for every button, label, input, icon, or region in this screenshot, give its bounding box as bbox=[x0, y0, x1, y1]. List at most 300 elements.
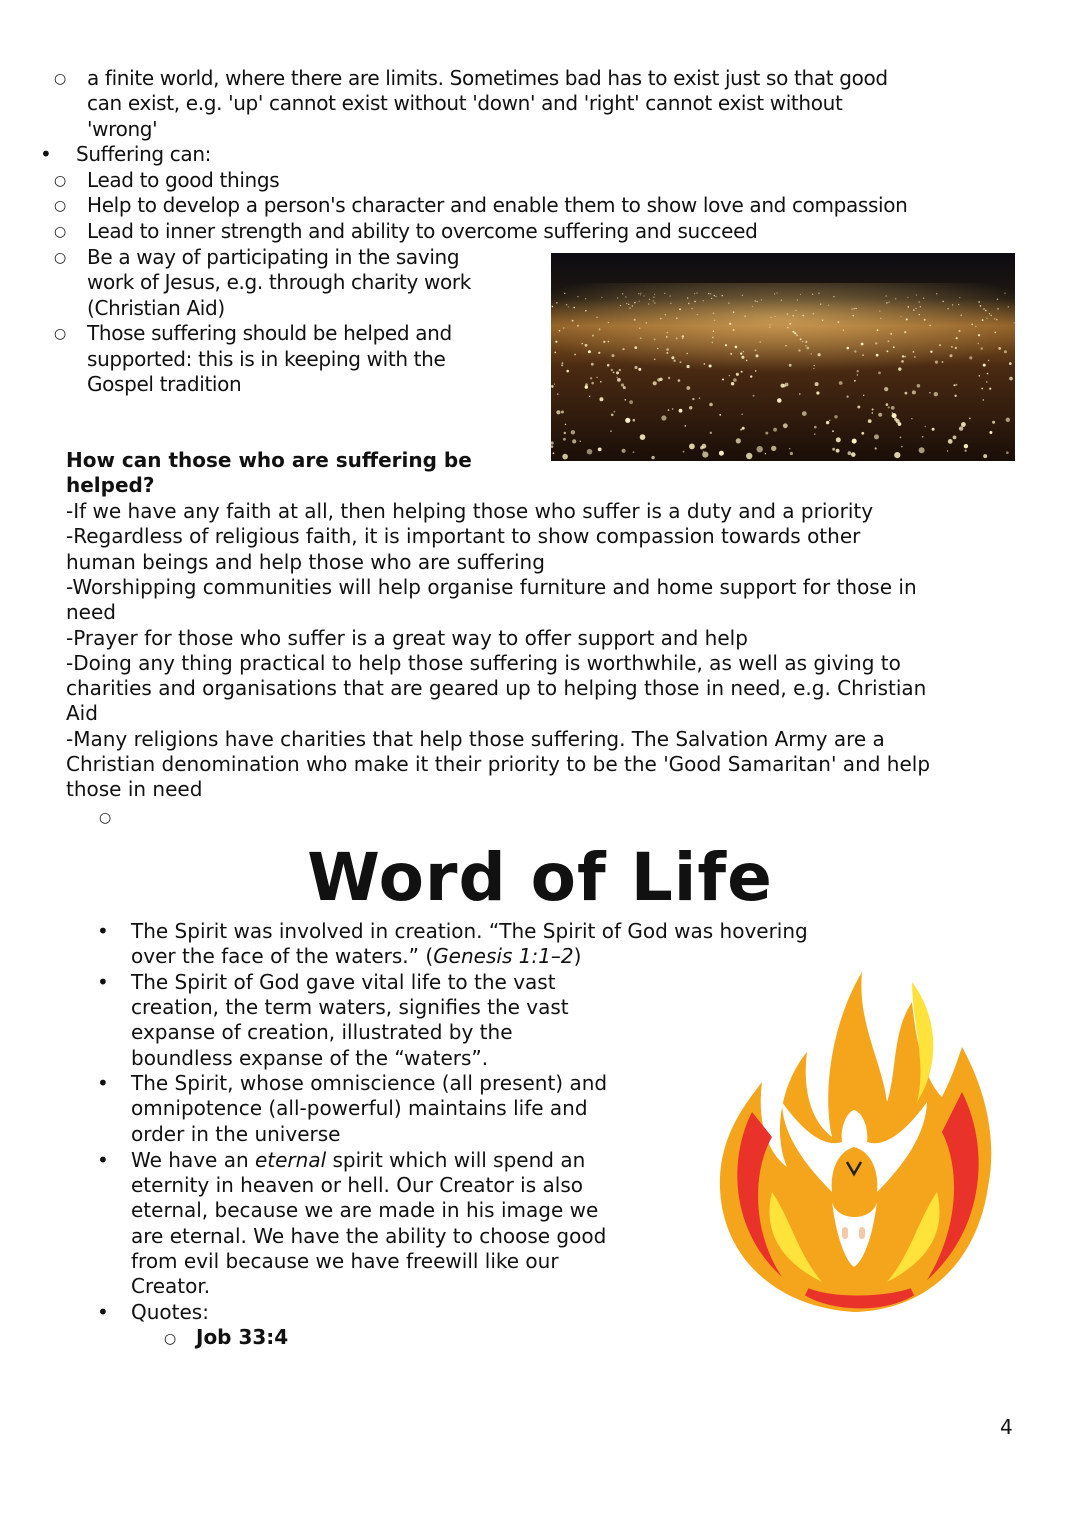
candle-light bbox=[740, 353, 742, 355]
candle-light bbox=[756, 354, 759, 357]
candle-light bbox=[934, 392, 938, 396]
candle-light bbox=[805, 341, 807, 343]
candle-light bbox=[755, 300, 756, 301]
candle-light bbox=[654, 302, 655, 303]
candle-light bbox=[789, 323, 791, 325]
candle-light bbox=[983, 454, 987, 458]
candle-light bbox=[947, 308, 948, 309]
candle-light bbox=[1009, 377, 1013, 381]
candle-light bbox=[981, 388, 983, 390]
candle-light bbox=[671, 356, 674, 359]
candle-light bbox=[902, 355, 904, 357]
candle-light bbox=[634, 346, 637, 349]
candle-light bbox=[696, 292, 697, 293]
candle-light bbox=[653, 300, 654, 301]
candle-light bbox=[712, 337, 714, 339]
candle-light bbox=[629, 307, 631, 309]
candle-light bbox=[896, 419, 900, 423]
paragraph-line: -Prayer for those who suffer is a great way to offer support and help bbox=[66, 625, 748, 650]
candle-light bbox=[894, 452, 900, 458]
candle-light bbox=[632, 305, 634, 307]
candle-light bbox=[852, 439, 857, 444]
candle-light bbox=[765, 453, 766, 454]
candle-light bbox=[1006, 418, 1010, 422]
bullet: • bbox=[97, 1148, 109, 1172]
candle-light bbox=[736, 438, 741, 443]
candle-light bbox=[559, 330, 561, 332]
candle-light bbox=[924, 319, 926, 321]
candle-light bbox=[686, 386, 690, 390]
candle-light bbox=[568, 306, 569, 307]
candle-light bbox=[905, 392, 908, 395]
candle-light bbox=[599, 397, 603, 401]
candle-light bbox=[997, 299, 998, 300]
candle-light bbox=[913, 309, 914, 310]
candle-light bbox=[959, 426, 963, 430]
candle-light bbox=[694, 293, 695, 294]
paragraph-line: -Doing any thing practical to help those suffering is worthwhile, as well as giving to bbox=[66, 650, 901, 675]
candle-light bbox=[598, 448, 602, 452]
candle-light bbox=[660, 318, 662, 320]
candle-light bbox=[872, 409, 874, 411]
candle-light bbox=[947, 450, 948, 451]
candle-light bbox=[890, 333, 892, 335]
paragraph-line: charities and organisations that are geared up to helping those in need, e.g. Christian bbox=[66, 676, 927, 701]
candle-light bbox=[616, 371, 619, 374]
candle-light bbox=[617, 297, 618, 298]
candle-light bbox=[664, 293, 665, 294]
candle-light bbox=[649, 299, 650, 300]
candle-light bbox=[566, 304, 567, 305]
list-item: The Spirit was involved in creation. “The Spirit of God was hovering bbox=[131, 919, 808, 943]
candle-light bbox=[998, 347, 1001, 350]
candle-light bbox=[777, 292, 778, 293]
candle-light bbox=[925, 426, 927, 428]
candle-light bbox=[811, 353, 812, 354]
candle-light bbox=[577, 325, 579, 327]
candle-light bbox=[644, 295, 645, 296]
bullet: • bbox=[40, 142, 52, 166]
candle-light bbox=[741, 356, 744, 359]
candle-light bbox=[775, 316, 776, 317]
candle-light bbox=[571, 430, 575, 434]
candle-light bbox=[802, 315, 804, 317]
candle-light bbox=[832, 448, 835, 451]
candle-light bbox=[585, 385, 588, 388]
candle-light bbox=[651, 456, 654, 459]
candle-light bbox=[614, 411, 616, 413]
candle-light bbox=[600, 381, 602, 383]
candle-light bbox=[625, 399, 627, 401]
candle-light bbox=[875, 447, 877, 449]
candle-light bbox=[725, 344, 727, 346]
list-item: creation, the term waters, signifies the vast bbox=[131, 995, 569, 1019]
candle-light bbox=[752, 306, 753, 307]
candle-light bbox=[710, 432, 712, 434]
candle-light bbox=[901, 446, 903, 448]
candle-light bbox=[689, 406, 692, 409]
candle-light bbox=[633, 451, 635, 453]
candle-light bbox=[648, 303, 649, 304]
list-item: Creator. bbox=[131, 1274, 211, 1298]
candle-light bbox=[714, 295, 715, 296]
candle-light bbox=[964, 444, 968, 448]
candle-light bbox=[585, 344, 588, 347]
candle-light bbox=[813, 368, 814, 369]
candle-light bbox=[634, 366, 637, 369]
candle-light bbox=[634, 302, 635, 303]
paragraph-line: Aid bbox=[66, 701, 98, 726]
candle-light bbox=[557, 393, 559, 395]
candle-light bbox=[888, 340, 890, 342]
list-item: Lead to inner strength and ability to overcome suffering and succeed bbox=[87, 219, 758, 243]
candle-light bbox=[971, 324, 973, 326]
candle-light bbox=[923, 298, 924, 299]
candle-light bbox=[851, 308, 852, 309]
candle-light bbox=[796, 334, 798, 336]
list-item: eternity in heaven or hell. Our Creator is also bbox=[131, 1173, 583, 1197]
candle-light bbox=[800, 338, 802, 340]
candle-light bbox=[939, 344, 941, 346]
candle-light bbox=[678, 379, 681, 382]
sub-bullet: ○ bbox=[54, 173, 67, 189]
candle-light bbox=[826, 421, 829, 424]
candle-light bbox=[580, 441, 581, 442]
candle-light bbox=[854, 350, 856, 352]
list-item: over the face of the waters.” (Genesis 1:1–2) bbox=[131, 944, 582, 968]
candle-light bbox=[789, 448, 790, 449]
page-title: Word of Life bbox=[307, 839, 773, 916]
candle-light bbox=[574, 354, 576, 356]
candle-light bbox=[633, 419, 636, 422]
candle-light bbox=[932, 428, 935, 431]
candle-light bbox=[740, 429, 742, 431]
candle-light bbox=[733, 311, 735, 313]
candle-light bbox=[818, 293, 819, 294]
candle-light bbox=[799, 393, 801, 395]
candle-light bbox=[790, 452, 793, 455]
candle-light bbox=[868, 419, 872, 423]
candle-light bbox=[665, 314, 666, 315]
bullet: • bbox=[97, 1071, 109, 1095]
candle-light bbox=[892, 413, 897, 418]
candle-light bbox=[917, 384, 921, 388]
candle-light bbox=[617, 377, 618, 378]
list-item: order in the universe bbox=[131, 1122, 341, 1146]
candle-light bbox=[577, 296, 578, 297]
candle-light bbox=[872, 412, 874, 414]
candle-light bbox=[562, 454, 568, 460]
candle-light bbox=[714, 320, 715, 321]
candle-light bbox=[553, 452, 555, 454]
candle-light bbox=[991, 315, 992, 316]
candle-light bbox=[755, 349, 757, 351]
candle-light bbox=[588, 350, 591, 353]
candle-light bbox=[622, 293, 623, 294]
candle-light bbox=[828, 305, 829, 306]
candle-light bbox=[621, 383, 624, 386]
list-item: The Spirit of God gave vital life to the vast bbox=[131, 970, 556, 994]
candle-light bbox=[715, 296, 716, 297]
candle-light bbox=[1004, 293, 1005, 294]
candle-light bbox=[904, 356, 906, 358]
candle-light bbox=[769, 327, 770, 328]
candle-light bbox=[815, 382, 819, 386]
candle-light bbox=[980, 305, 982, 307]
candle-light bbox=[555, 352, 557, 354]
candle-light bbox=[936, 293, 937, 294]
candle-light bbox=[814, 365, 815, 366]
candle-light bbox=[783, 384, 786, 387]
candle-light bbox=[952, 304, 953, 305]
candle-light bbox=[765, 432, 768, 435]
candle-light bbox=[773, 428, 777, 432]
candle-light bbox=[639, 328, 640, 329]
candle-light bbox=[654, 294, 655, 295]
candle-light bbox=[805, 345, 806, 346]
candle-light bbox=[640, 337, 642, 339]
candle-light bbox=[683, 451, 685, 453]
candle-light bbox=[687, 365, 690, 368]
paragraph-line: -Many religions have charities that help those suffering. The Salvation Army are a bbox=[66, 726, 885, 751]
candle-light bbox=[564, 293, 565, 294]
candle-light bbox=[857, 370, 859, 372]
candle-light bbox=[907, 297, 908, 298]
list-item: supported: this is in keeping with the bbox=[87, 347, 446, 371]
candle-light bbox=[619, 369, 621, 371]
candle-light bbox=[857, 374, 859, 376]
candle-light bbox=[620, 305, 621, 306]
candle-light bbox=[759, 341, 761, 343]
candle-light bbox=[929, 392, 931, 394]
candle-light bbox=[787, 313, 789, 315]
candle-light bbox=[589, 396, 590, 397]
candle-light bbox=[688, 303, 689, 304]
candle-light bbox=[563, 438, 566, 441]
candle-light bbox=[741, 371, 743, 373]
list-item: from evil because we have freewill like our bbox=[131, 1249, 559, 1273]
candle-light bbox=[639, 301, 640, 302]
sub-bullet: ○ bbox=[164, 1331, 177, 1347]
candle-light bbox=[1009, 362, 1012, 365]
candle-light bbox=[964, 450, 966, 452]
candle-light bbox=[753, 395, 755, 397]
candle-light bbox=[730, 353, 732, 355]
sub-bullet: ○ bbox=[54, 198, 67, 214]
candle-light bbox=[794, 332, 796, 334]
candle-light bbox=[746, 453, 752, 459]
candle-light bbox=[942, 361, 944, 363]
candle-light bbox=[666, 352, 668, 354]
bullet: • bbox=[97, 970, 109, 994]
candle-light bbox=[956, 337, 958, 339]
candle-light bbox=[958, 330, 960, 332]
candle-light bbox=[692, 308, 693, 309]
quote-reference: Job 33:4 bbox=[196, 1325, 289, 1349]
candle-light bbox=[722, 295, 723, 296]
candle-light bbox=[916, 294, 917, 295]
candle-light bbox=[673, 360, 675, 362]
candle-light bbox=[888, 406, 890, 408]
list-item: boundless expanse of the “waters”. bbox=[131, 1046, 489, 1070]
candle-light bbox=[919, 314, 920, 315]
candle-light bbox=[919, 447, 925, 453]
candle-light bbox=[886, 302, 887, 303]
candle-light bbox=[851, 452, 856, 457]
candle-light bbox=[672, 408, 674, 410]
candle-light bbox=[742, 295, 743, 296]
candle-light bbox=[770, 317, 771, 318]
candle-light bbox=[596, 377, 597, 378]
holy-spirit-dove-flame-image bbox=[712, 962, 996, 1318]
candle-light bbox=[561, 364, 563, 366]
candle-light bbox=[777, 398, 782, 403]
list-item: Be a way of participating in the saving bbox=[87, 245, 460, 269]
candle-light bbox=[703, 451, 704, 452]
candle-light bbox=[564, 432, 566, 434]
candle-light bbox=[587, 449, 593, 455]
candle-light bbox=[676, 318, 677, 319]
candle-light bbox=[895, 298, 896, 299]
candle-light bbox=[623, 348, 625, 350]
candle-light bbox=[900, 437, 902, 439]
candle-light bbox=[996, 319, 998, 321]
candle-light bbox=[719, 451, 724, 456]
candle-light bbox=[626, 303, 627, 304]
candle-light bbox=[551, 385, 554, 388]
paragraph-line: -Worshipping communities will help organise furniture and home support for those in bbox=[66, 574, 917, 599]
paragraph-line: Christian denomination who make it their priority to be the 'Good Samaritan' and help bbox=[66, 752, 931, 776]
candle-light bbox=[911, 418, 912, 419]
candle-light bbox=[743, 351, 744, 352]
candle-light bbox=[676, 337, 678, 339]
candle-light bbox=[771, 446, 776, 451]
candle-light bbox=[572, 439, 576, 443]
candle-light bbox=[916, 308, 917, 309]
empty-sub-bullet: ○ bbox=[99, 810, 112, 826]
candle-light bbox=[704, 363, 706, 365]
candle-light bbox=[969, 356, 972, 359]
candle-light bbox=[855, 308, 856, 309]
candle-light bbox=[679, 409, 683, 413]
sub-bullet: ○ bbox=[54, 326, 67, 342]
list-item: eternal, because we are made in his image we bbox=[131, 1198, 599, 1222]
candle-light bbox=[661, 415, 666, 420]
candle-light bbox=[836, 449, 840, 453]
candle-light bbox=[746, 360, 747, 361]
candle-light bbox=[880, 318, 881, 319]
text-line: can exist, e.g. 'up' cannot exist without 'down' and 'right' cannot exist without bbox=[87, 91, 843, 115]
candle-light bbox=[995, 332, 997, 334]
candle-light bbox=[699, 398, 700, 399]
candle-light bbox=[572, 320, 574, 322]
candle-light bbox=[735, 346, 738, 349]
candle-light bbox=[668, 409, 670, 411]
candle-light bbox=[908, 306, 910, 308]
candle-light bbox=[875, 342, 877, 344]
candle-light bbox=[611, 369, 613, 371]
candle-light bbox=[710, 293, 711, 294]
candle-light bbox=[829, 420, 830, 421]
candle-light bbox=[653, 297, 654, 298]
list-item: Gospel tradition bbox=[87, 372, 242, 396]
candle-light bbox=[879, 310, 880, 311]
candle-light bbox=[986, 318, 987, 319]
candle-light bbox=[666, 348, 669, 351]
candle-light bbox=[955, 347, 957, 349]
candle-light bbox=[975, 326, 976, 327]
candle-light bbox=[599, 328, 601, 330]
candle-light bbox=[625, 296, 626, 297]
candle-light bbox=[853, 308, 854, 309]
candle-light bbox=[755, 370, 756, 371]
candle-light bbox=[555, 341, 557, 343]
candle-light bbox=[756, 301, 757, 302]
candle-light bbox=[901, 360, 904, 363]
candle-light bbox=[918, 301, 919, 302]
candle-light bbox=[914, 356, 915, 357]
candle-light bbox=[953, 436, 957, 440]
candle-light bbox=[640, 293, 641, 294]
candle-light bbox=[552, 306, 554, 308]
candle-light bbox=[887, 350, 889, 352]
candle-light bbox=[961, 422, 966, 427]
candle-light bbox=[912, 390, 916, 394]
candle-light bbox=[556, 302, 557, 303]
candle-light bbox=[983, 364, 986, 367]
candle-light bbox=[625, 418, 630, 423]
candle-light bbox=[954, 395, 956, 397]
section-heading: How can those who are suffering be bbox=[66, 448, 472, 472]
candle-light bbox=[814, 426, 817, 429]
candle-light bbox=[854, 380, 856, 382]
candle-light bbox=[670, 303, 671, 304]
candle-light bbox=[682, 338, 683, 339]
candle-light bbox=[893, 346, 895, 348]
candle-light bbox=[802, 341, 804, 343]
candle-light bbox=[562, 362, 564, 364]
candle-light bbox=[979, 375, 981, 377]
candle-light bbox=[847, 396, 849, 398]
paragraph-line: need bbox=[66, 600, 116, 625]
candle-light bbox=[942, 301, 943, 302]
list-item: are eternal. We have the ability to choose good bbox=[131, 1224, 607, 1248]
candle-light bbox=[697, 314, 698, 315]
candle-light bbox=[561, 411, 564, 414]
candle-light bbox=[922, 436, 924, 438]
candle-light bbox=[985, 310, 987, 312]
candle-light bbox=[888, 302, 889, 303]
candle-light bbox=[611, 414, 614, 417]
candle-light bbox=[556, 410, 560, 414]
bullet: • bbox=[97, 919, 109, 943]
candle-light bbox=[935, 361, 938, 364]
candle-light bbox=[861, 343, 864, 346]
candle-light bbox=[978, 343, 979, 344]
candle-light bbox=[708, 293, 709, 294]
candle-light bbox=[813, 313, 815, 315]
candle-light bbox=[814, 433, 816, 435]
candle-light bbox=[877, 329, 879, 331]
candle-light bbox=[989, 388, 991, 390]
sub-bullet: ○ bbox=[54, 250, 67, 266]
section-heading: helped? bbox=[66, 473, 155, 497]
candle-light bbox=[781, 300, 782, 301]
candle-light bbox=[670, 295, 671, 296]
candle-light bbox=[711, 298, 712, 299]
candle-light bbox=[623, 386, 626, 389]
candle-light bbox=[582, 343, 583, 344]
